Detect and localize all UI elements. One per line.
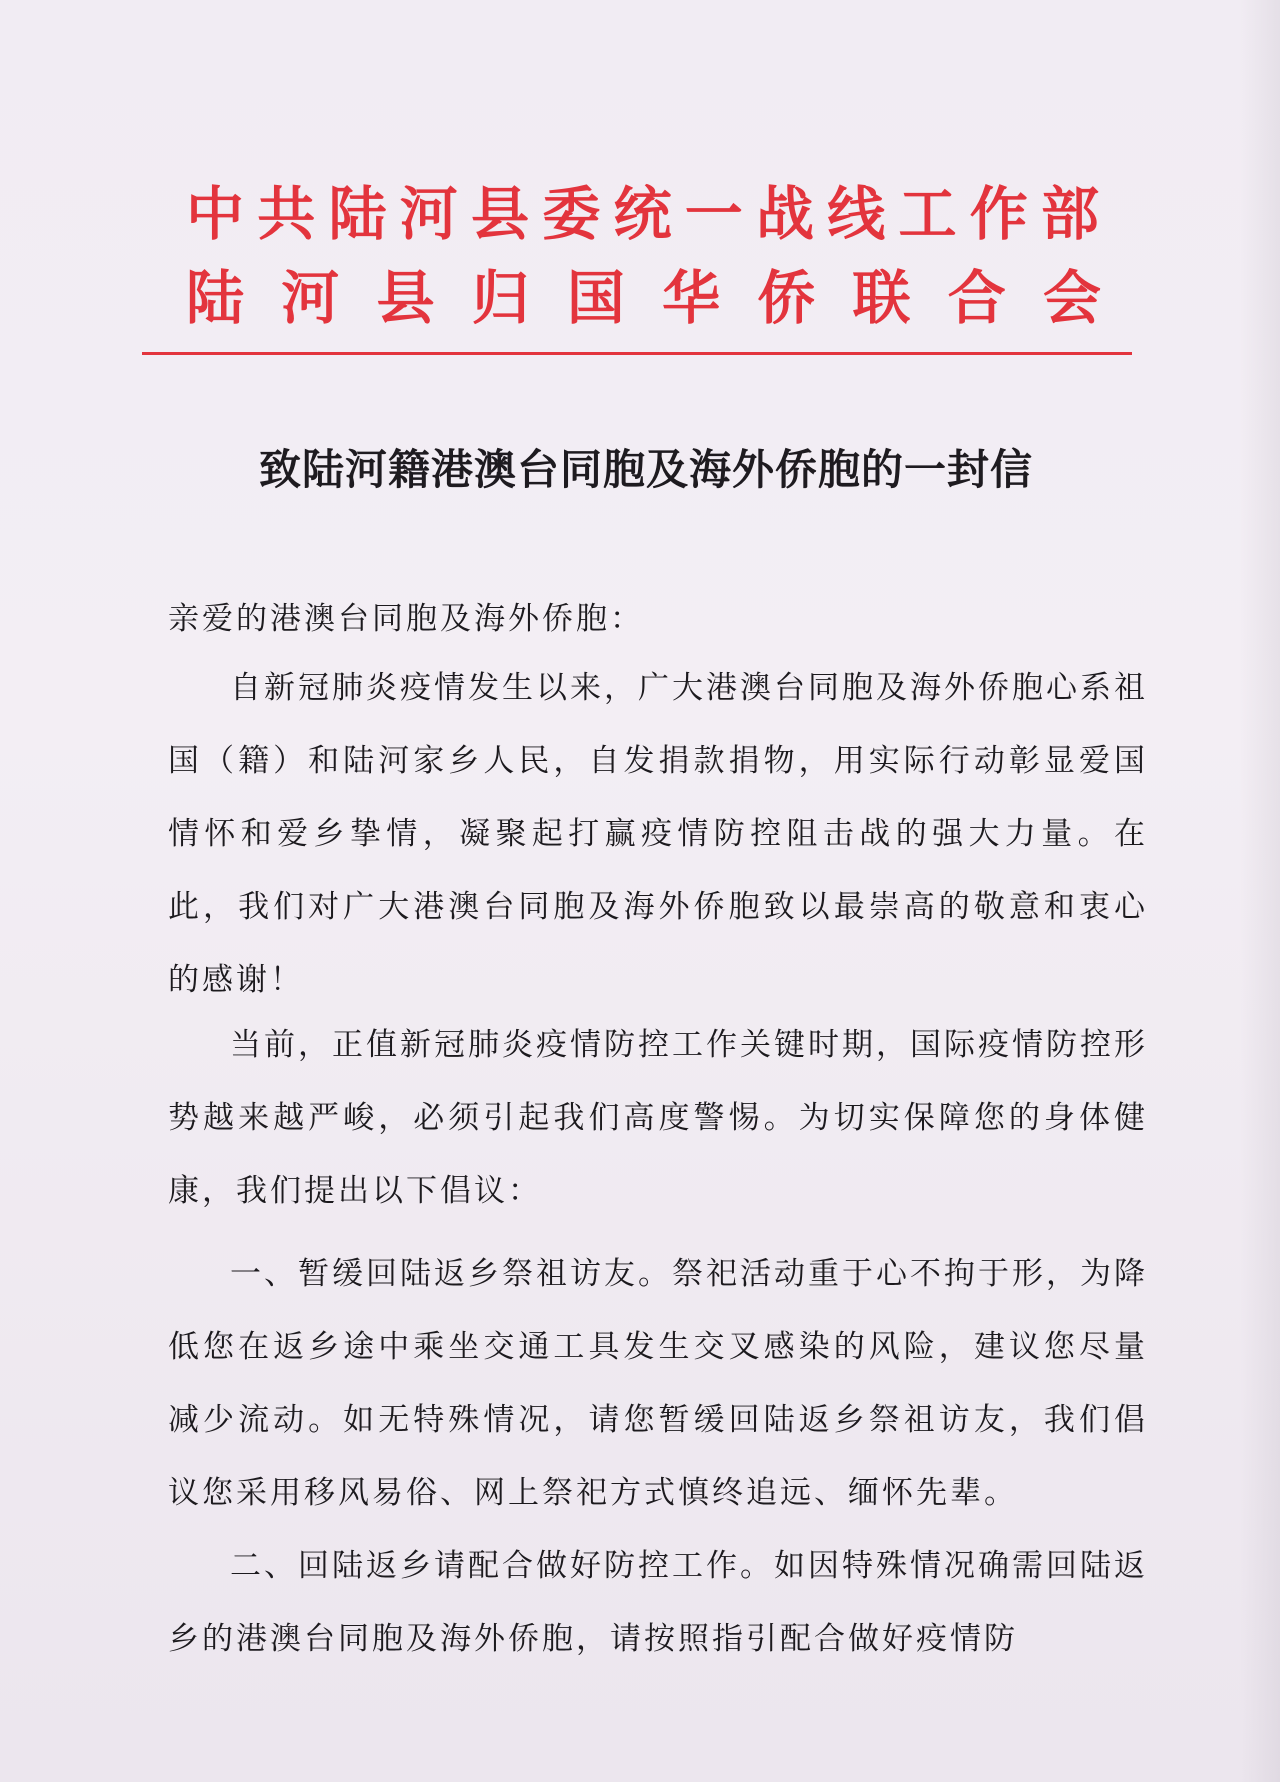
letter-paragraph: 二、回陆返乡请配合做好防控工作。如因特殊情况确需回陆返乡的港澳台同胞及海外侨胞，请按照指引配合做好疫情防 — [168, 1548, 1148, 1657]
letter-paragraph: 自新冠肺炎疫情发生以来，广大港澳台同胞及海外侨胞心系祖国（籍）和陆河家乡人民，自发捐款捐物，用实际行动彰显爱国情怀和爱乡挚情，凝聚起打赢疫情防控阻击战的强大力量。在此，我们对广大港澳台同胞及海外侨胞致以最崇高的敬意和衷心的感谢！ — [168, 670, 1148, 998]
letter-title: 致陆河籍港澳台同胞及海外侨胞的一封信 — [258, 445, 1033, 494]
letterhead-line-1: 中共陆河县委统一战线工作部 — [186, 180, 1101, 248]
letter-salutation: 亲爱的港澳台同胞及海外侨胞： — [168, 601, 644, 637]
letterhead-line-2: 陆河县归国华侨联合会 — [186, 264, 1101, 332]
letter-paragraph: 当前，正值新冠肺炎疫情防控工作关键时期，国际疫情防控形势越来越严峻，必须引起我们高度警惕。为切实保障您的身体健康，我们提出以下倡议： — [168, 1027, 1148, 1209]
paper-edge-shadow — [1240, 0, 1280, 1782]
letterhead-divider — [142, 352, 1132, 355]
letter-paragraph: 一、暂缓回陆返乡祭祖访友。祭祀活动重于心不拘于形，为降低您在返乡途中乘坐交通工具发生交叉感染的风险，建议您尽量减少流动。如无特殊情况，请您暂缓回陆返乡祭祖访友，我们倡议您采用移风易俗、网上祭祀方式慎终追远、缅怀先辈。 — [168, 1256, 1148, 1511]
